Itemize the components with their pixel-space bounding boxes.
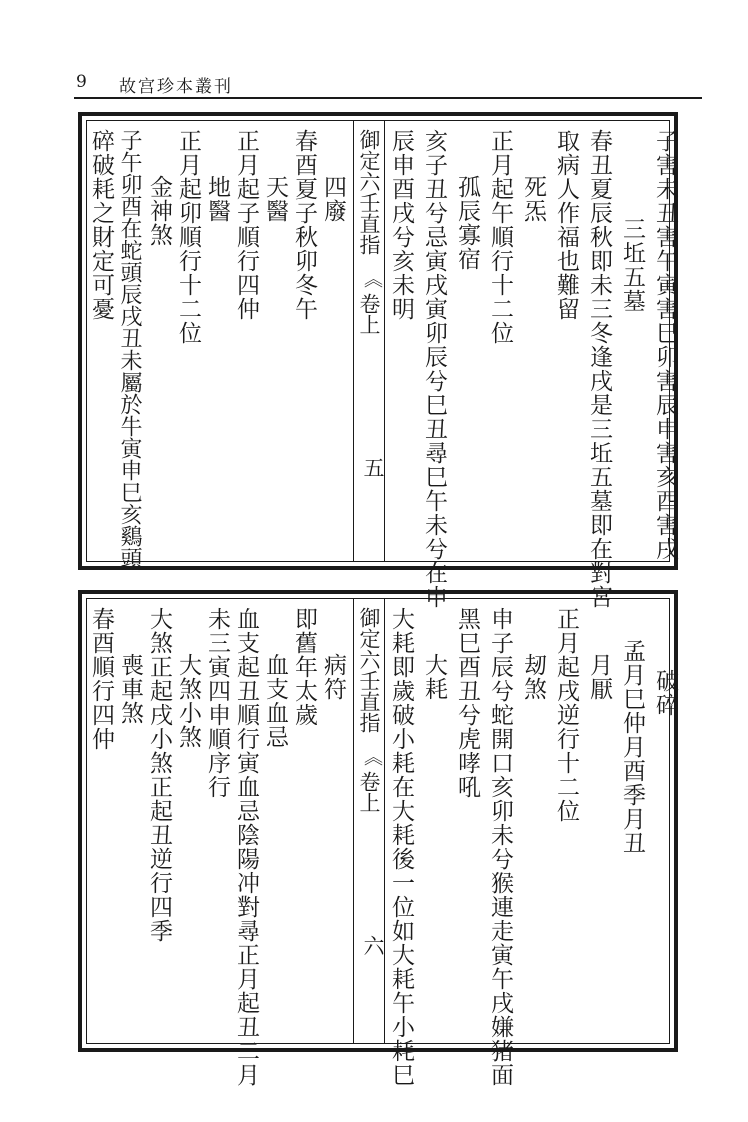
text-column: 取病人作福也難留 [553,129,579,321]
section-heading: 血支血忌 [262,653,288,749]
text-column: 春丑夏辰秋即未三冬逢戌是三坵五墓即在對宮 [586,129,612,609]
section-heading: 金神煞 [146,175,172,247]
text-column: 子午卯酉在蛇頭辰戌丑未屬於牛寅申巳亥鷄頭 [117,129,142,569]
volume-label: 卷上 [357,771,381,813]
section-heading: 病符 [320,653,346,701]
folio-number: 六 [361,935,385,956]
section-heading: 破碎 [652,669,678,717]
fold-line [353,599,354,1043]
section-heading: 地醫 [204,175,230,223]
fold-mark: 《 [361,747,383,766]
volume-label: 卷上 [357,293,381,335]
fold-line [384,599,385,1043]
section-heading: 三坵五墓 [619,217,645,313]
series-title: 故宫珍本叢刊 [119,77,233,97]
book-title: 御定六壬直指 [357,607,381,733]
text-column: 黑巳酉丑兮虎哮吼 [454,607,480,799]
section-heading: 天醫 [262,175,288,223]
text-column: 春酉夏子秋卯冬午 [291,129,317,321]
text-column: 即舊年太歲 [291,607,317,727]
text-column: 正月起戌逆行十二位 [553,607,579,823]
section-heading: 月厭 [586,653,612,701]
section-heading: 大耗 [421,653,447,701]
section-heading: 喪車煞 [117,653,143,725]
page-number: 9 [76,72,87,92]
top-page-frame [78,112,678,609]
text-column: 大煞正起戌小煞正起丑逆行四季 [146,607,172,943]
section-heading: 刼煞 [520,653,546,701]
text-column: 正月起子順行四仲 [233,129,259,321]
bottom-page-frame [78,590,678,1087]
text-column: 申子辰兮蛇開口亥卯未兮猴連走寅午戌嫌猪面 [487,607,513,1087]
text-column: 血支起丑順行寅血忌陰陽冲對尋正月起丑二月 [233,607,259,1087]
bottom-page-inner-border [86,598,678,1087]
section-heading: 孤辰寡宿 [454,175,480,271]
text-column: 辰申酉戌兮亥未明 [388,129,414,321]
text-column: 春酉順行四仲 [88,607,114,751]
text-column: 正月起午順行十二位 [487,129,513,345]
header-rule [74,97,702,99]
text-column: 亥子丑兮忌寅戌寅卯辰兮巳丑尋巳午未兮在申 [421,129,447,609]
fold-line [384,121,385,561]
section-heading: 四廢 [320,175,346,223]
running-head [74,70,704,98]
top-page-inner-border [86,120,678,609]
fold-line [353,121,354,561]
section-heading: 死炁 [520,175,546,223]
text-column: 碎破耗之財定可憂 [88,129,114,321]
text-column: 未三寅四申順序行 [204,607,230,799]
section-heading: 大煞小煞 [175,653,201,749]
folio-number: 五 [361,457,385,478]
text-column: 正月起卯順行十二位 [175,129,201,345]
book-title: 御定六壬直指 [357,129,381,255]
text-column: 孟月巳仲月酉季月丑 [619,639,645,855]
fold-mark: 《 [361,269,383,288]
text-column: 大耗即歲破小耗在大耗後一位如大耗午小耗巳 [388,607,414,1087]
text-column: 子害未丑害午寅害巳卯害辰申害亥酉害戌 [652,129,678,561]
